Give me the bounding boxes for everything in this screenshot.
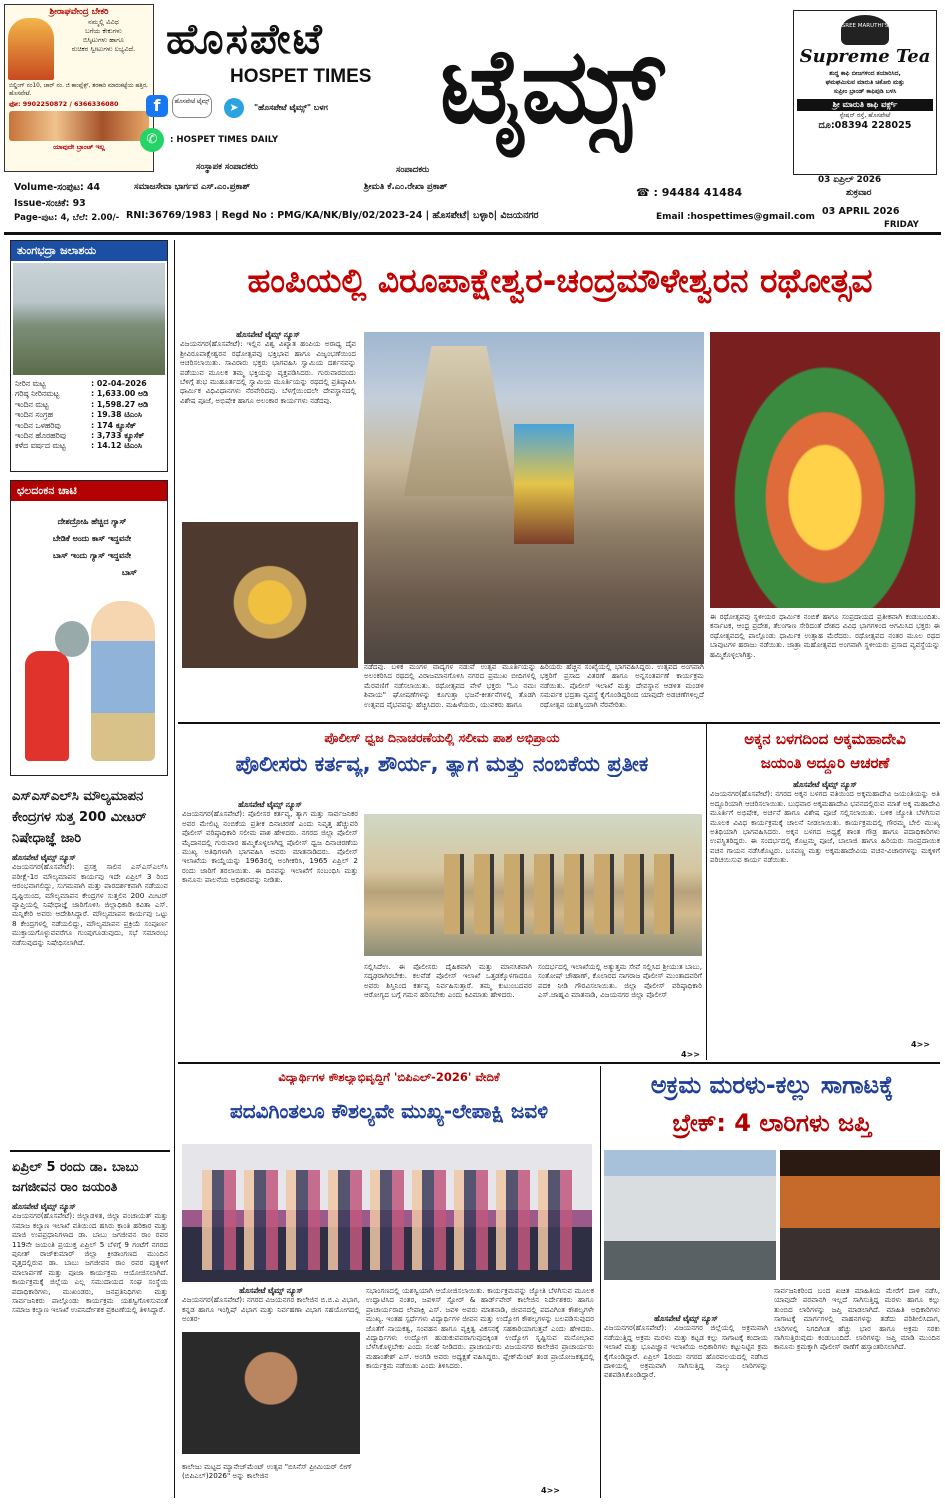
akka-continued[interactable]: 4>> <box>911 1040 930 1049</box>
skill-continued[interactable]: 4>> <box>541 1486 560 1495</box>
divider <box>10 1150 170 1152</box>
police-col3-text: ಸಂದರ್ಭದಲ್ಲಿ ಇಲಾಖೆಯಲ್ಲಿ ಅತ್ಯುತ್ತಮ ಸೇವೆ ಸಲ್ಲಿಸಿದ ಶ್ರೀಯುತ ಬಾಬು, ಸಂತೋಷ್ ಚೌಹಾಣ್, ಕೊಲಾರದ ನಾಗರಾಜ ಪೊಲೀಸ್ ಮುಂತಾದವರಿಗೆ ಪದಕ ನೀಡಿ ಗೌರವಿಸಲಾಯಿತು. ಜಿಲ್ಲಾ ಪೊಲೀಸ್ ವರಿಷ್ಠಾಧಿಕಾರಿ ಎಸ್.ಜಾಹ್ನವಿ ಮಾತನಾಡಿ, ವಿಜಯನಗರ ಜಿಲ್ಲಾ ಪೊಲೀಸ್ <box>538 962 702 1000</box>
tea-brand: Supreme Tea <box>799 46 931 67</box>
ad-bakery-address: ಬಿಲ್ಡಿಂಗ್ ನಂ10, ಚಾರ್ ನಂ. ಜಿ ಕಾಂಪ್ಲೆಕ್ಸ್, ತರಕಾರಿ ಮಾರುಕಟ್ಟೆಯ ಹತ್ತಿರ, ಹೊಸಪೇಟೆ. <box>9 83 148 97</box>
cartoon-gas-cylinder <box>25 651 69 761</box>
ad-bakery-title: ಶ್ರೀರಾಘವೇಂದ್ರ ಬೇಕರಿ <box>49 7 109 17</box>
cartoon-box <box>10 480 168 776</box>
email: Email :hospettimes@gmail.com <box>656 212 815 222</box>
skill-kicker: ವಿದ್ಯಾರ್ಥಿಗಳ ಕೌಶಲ್ಯಾಭಿವೃದ್ಧಿಗೆ 'ಬಿಪಿಎಲ್-2026' ವೇದಿಕೆ <box>278 1070 500 1084</box>
cartoon-line: ಬೇಡಿಕೆ ಅಂದು ಕಾಸ್ ಇದ್ದವನೇ <box>52 534 132 543</box>
dam-label: ನೀರಿನ ಮಟ್ಟ <box>15 379 46 388</box>
facebook-icon[interactable]: f <box>146 95 168 117</box>
ad-bakery-line: ಬಗೆಯ ಕೇಕುಗಳು <box>85 27 122 35</box>
ad-bakery-footer: ಯಾವುದೇ ಬ್ರಾಂಚ್ ಇಲ್ಲ <box>53 143 105 151</box>
lorry-photo-1 <box>604 1150 776 1280</box>
babu-story <box>12 1158 168 1498</box>
babu-headline: ಏಪ್ರಿಲ್ 5 ರಂದು ಡಾ. ಬಾಬು ಜಗಜೀವನ ರಾಂ ಜಯಂತಿ <box>12 1160 139 1195</box>
phone-number: ☎ : 94484 41484 <box>636 186 743 199</box>
dam-heading: ತುಂಗಭದ್ರಾ ಜಲಾಶಯ <box>11 241 167 261</box>
main-col1-text: ವಿಜಯನಗರ(ಹೊಸಪೇಟೆ): ಇಲ್ಲಿನ ವಿಶ್ವ ವಿಖ್ಯಾತ ಹಂಪಿಯ ಅರಾಧ್ಯ ದೈವ ಶ್ರೀವಿರೂಪಾಕ್ಷೇಶ್ವರನ ರಥೋತ್ಸವವು ಭಕ್ತಿಭಾವ ಹಾಗೂ ವಿಜೃಂಭಣೆಯಿಂದ ಆಚರಿಸಲಾಯಿತು. ಸಾವಿರಾರು ಭಕ್ತರು ಭಾಗವಹಿಸಿ ಸ್ವಾಮಿಯ ದರ್ಶನವನ್ನು ಪಡೆಯುವ ಮೂಲಕ ತಮ್ಮ ಭಕ್ತಿಯನ್ನು ವ್ಯಕ್ತಪಡಿಸಿದರು. ಗುರುವಾರದಂದು ಬೆಳಿಗ್ಗೆ ಶುಭ ಮುಹೂರ್ತದಲ್ಲಿ ಸ್ವಾಮಿಯ ಮೂರ್ತಿಯನ್ನು ರಥದಲ್ಲಿ ಪ್ರತಿಷ್ಠಾಪಿಸಿ ಧಾರ್ಮಿಕ ವಿಧಿವಿಧಾನಗಳು ನೆರವೇರಿದವು. ಬೆಳಗ್ಗೆಯಿಂದಲೇ ದೇವಸ್ಥಾನದಲ್ಲಿ ವಿಶೇಷ ಪೂಜೆ, ಅಭಿಷೇಕ ಹಾಗೂ ಅಲಂಕಾರ ಕಾರ್ಯಗಳು ನಡೆದವು. <box>180 339 356 405</box>
students-group-photo <box>182 1144 592 1282</box>
sslc-headline: ಎಸ್ಎಸ್ಎಲ್‌ಸಿ ಮೌಲ್ಯಮಾಪನ ಕೇಂದ್ರಗಳ ಸುತ್ತ 200 ಮೀಟರ್ ನಿಷೇಧಾಜ್ಞೆ ಜಾರಿ <box>12 789 147 846</box>
main-col2-text: ನಡೆದವು. ಬಳಿಕ ಮಂಗಳ ವಾದ್ಯಗಳ ನಡುವೆ ಉತ್ಸವ ಮೂರ್ತಿಯನ್ನು ಅಲಂಕರಿಸಿದ ರಥದಲ್ಲಿ ವಿರಾಜಮಾನಗೊಳಿಸಿ ನಗರದ ಪ್ರಮುಖ ಬೀದಿಗಳಲ್ಲಿ ಮೆರವಣಿಗೆ ನಡೆಸಲಾಯಿತು. ರಥೋತ್ಸವದ ವೇಳೆ ಭಕ್ತರು "ಓಂ ನಮಃ ಶಿವಾಯ" ಘೋಷಣೆಗಳನ್ನು ಕೂಗುತ್ತಾ ಭಜನೆ-ಕೀರ್ತನೆಗಳಲ್ಲಿ ತೊಡಗಿ ಉತ್ಸವದ ವೈಭವವನ್ನು ಹೆಚ್ಚಿಸಿದರು. ಮಹಿಳೆಯರು, ಯುವಕರು ಹಾಗೂ <box>364 662 536 709</box>
akka-headline-1: ಅಕ್ಕನ ಬಳಗದಿಂದ ಅಕ್ಕಮಹಾದೇವಿ <box>744 730 906 748</box>
facebook-page-label[interactable]: ಹೊಸಪೇಟೆ ಟೈಮ್ಸ್ <box>172 94 212 118</box>
telegram-group-label[interactable]: "ಹೊಸಪೇಟೆ ಟೈಮ್ಸ್" ಬಳಗ <box>254 103 328 112</box>
sslc-byline: ಹೊಸಪೇಟೆ ಟೈಮ್ಸ್ ನ್ಯೂಸ್ <box>12 853 76 862</box>
ad-bakery-line: ರುಚಿಕರ ಸ್ವೀಟುಗಳು ಲಭ್ಯವಿದೆ. <box>71 45 136 53</box>
sslc-story <box>12 786 168 1148</box>
dam-value: : 1,633.00 ಅಡಿ <box>91 389 149 399</box>
dam-value: : 14.12 ಟಿಎಂಸಿ <box>91 441 142 451</box>
volume: Volume-ಸಂಪುಟ: 44 <box>14 182 101 193</box>
dam-label: ಗರಿಷ್ಠ ನೀರಿನಮಟ್ಟ <box>15 389 60 399</box>
cartoon-heading: ಛಲದಂಕನ ಚಾಟಿ <box>11 481 167 501</box>
title-big: ಟೈಮ್ಸ್ <box>440 24 662 147</box>
main-col4-text: ಈ ರಥೋತ್ಸವವು ಸ್ಥಳೀಯರ ಧಾರ್ಮಿಕ ನಂಬಿಕೆ ಹಾಗೂ ಸಂಪ್ರದಾಯದ ಪ್ರತೀಕವಾಗಿ ಕಂಡುಬಂದಿತು. ಕರ್ನಾಟಕ, ಆಂಧ್ರ ಪ್ರದೇಶ, ತೆಲಂಗಾಣ ಸೇರಿದಂತೆ ದೇಶದ ವಿವಿಧ ಭಾಗಗಳಿಂದ ಆಗಮಿಸಿದ ಭಕ್ತರು ಈ ರಥೋತ್ಸವದಲ್ಲಿ ಪಾಲ್ಗೊಂಡು ಧಾರ್ಮಿಕ ಉತ್ಸಾಹ ಮೆರೆದರು. ರಥೋತ್ಸವದ ನಂತರ ಮೂಲ ರಥದ ಬಾವುಟಗಳ ಹರಾಜು ನಡೆಯಿತು. ಜಾತ್ರಾ ಮಹೋತ್ಸವದ ಅಂಗವಾಗಿ ಸ್ಥಳೀಯರು ಪ್ರಸಾದ ವ್ಯವಸ್ಥೆಯನ್ನು ಹಮ್ಮಿಕೊಳ್ಳಲಾಗಿತ್ತು. <box>710 612 940 659</box>
tea-line: ಸುಪ್ರೀಂ ಬ್ರಾಂಡ್ ಕಾಫಿಪುಡಿ ಬಳಸಿ <box>833 88 897 95</box>
whatsapp-icon[interactable]: ✆ <box>140 128 164 152</box>
students-row <box>202 1170 572 1270</box>
founder-label: ಸಂಸ್ಥಾಪಕ ಸಂಪಾದಕರು <box>196 162 259 172</box>
day-kannada: ಶುಕ್ರವಾರ <box>846 188 872 198</box>
dam-value: : 19.38 ಟಿಎಂಸಿ <box>91 410 142 420</box>
ad-bakery-deity-image <box>8 18 54 80</box>
babu-byline: ಹೊಸಪೇಟೆ ಟೈಮ್ಸ್ ನ್ಯೂಸ್ <box>12 1202 76 1211</box>
temple-tower <box>404 346 514 496</box>
telegram-icon[interactable]: ➤ <box>224 98 244 118</box>
police-byline: ಹೊಸಪೇಟೆ ಟೈಮ್ಸ್ ನ್ಯೂಸ್ <box>238 800 302 809</box>
dam-value: : 1,598.27 ಅಡಿ <box>91 399 149 409</box>
akka-body: ವಿಜಯನಗರ(ಹೊಸಪೇಟೆ): ನಗರದ ಅಕ್ಕನ ಬಳಗದ ವತಿಯಿಂದ ಅಕ್ಕಮಹಾದೇವಿ ಜಯಂತಿಯನ್ನು ಅತಿ ಅದ್ದೂರಿಯಾಗಿ ಆಚರಿಸಲಾಯಿತು. ಬುಧವಾರ ಅಕ್ಕಮಹಾದೇವಿ ಭವನದಲ್ಲಿರುವ ಮಾತೆ ಅಕ್ಕ ಮಹಾದೇವಿ ಮೂರ್ತಿಗೆ ಅಭಿಷೇಕ, ಅರ್ಚನೆ ಹಾಗೂ ವಿಶೇಷ ಪೂಜೆ ಸಲ್ಲಿಸಲಾಯಿತು. ಬಳಿಕ ಜ್ಯೋತಿ ಬೆಳಗಿಸುವ ಮೂಲಕ ವಿವಿಧ ಕಾರ್ಯಕ್ರಮಕ್ಕೆ ಚಾಲನೆ ನೀಡಲಾಯಿತು. ಕಾರ್ಯಕ್ರಮದಲ್ಲಿ ಗೌರಮ್ಮ ಬೇಲಿ ಮುಖ್ಯ ಅತಿಥಿಯಾಗಿ ಭಾಗವಹಿಸಿದರು. ಅಕ್ಕನ ಬಳಗದ ಅಧ್ಯಕ್ಷೆ ಶಾಂತ ಗೌಡ್ರ ಹಾಗೂ ಪದಾಧಿಕಾರಿಗಳು ಉಪಸ್ಥಿತರಿದ್ದರು. ಈ ಸಂದರ್ಭದಲ್ಲಿ ಕೊಟ್ರಮ್ಮ ಪೂಜೆ, ಬಾಲಾಜಿ ಹಾಗೂ ಹಿರಿಯರು ಸಾಂಪ್ರದಾಯಿಕ ವಚನ ಗಾಯನ ನಡೆಸಿಕೊಟ್ಟರು. ಬಸವಣ್ಣ ಮತ್ತು ಅಕ್ಕಮಹಾದೇವಿಯ ವಚನ-ವಿಚಾರಗಳನ್ನು ಮಕ್ಕಳಿಗೆ ಪರಿಚಯಿಸುವ ಕಾರ್ಯ ನಡೆಯಿತು. <box>710 789 940 865</box>
dam-box <box>10 240 168 472</box>
ad-bakery-phone: ಫೋ: 9902250872 / 6366336080 <box>9 100 119 108</box>
ad-bakery-products-image <box>9 111 149 141</box>
column-rule <box>600 1066 601 1498</box>
tea-shop: ಶ್ರೀ ಮಾರುತಿ ಕಾಫಿ ವರ್ಕ್ಸ್ <box>797 99 933 111</box>
ad-bakery <box>4 4 154 172</box>
divider <box>178 1062 940 1064</box>
cartoon-line: ಬಾಸ್ ಇಂದು ಗ್ಯಾಸ್ ಇದ್ದವನೇ <box>52 551 132 560</box>
whatsapp-label[interactable]: : HOSPET TIMES DAILY <box>170 135 279 145</box>
akka-byline: ಹೊಸಪೇಟೆ ಟೈಮ್ಸ್ ನ್ಯೂಸ್ <box>793 780 857 789</box>
speaker-caption: ಕಾಲೇಜು ಮಟ್ಟದ ಮ್ಯಾನೇಜ್‌ಮೆಂಟ್ ಉತ್ಸವ "ಬಿಸಿನೆಸ್ ಪ್ರೀಮಿಯರ್ ಲೀಗ್ (ಬಿಪಿಎಲ್)2026" ಅನ್ನು ಕಾಲೇಜಿನ <box>182 1462 353 1481</box>
shrine-photo-2 <box>710 332 940 608</box>
editor-label: ಸಂಪಾದಕರು <box>396 165 430 175</box>
cartoon-character <box>91 601 155 761</box>
title-kannada: ಹೊಸಪೇಟೆ <box>166 14 324 63</box>
lorry-photo-2 <box>780 1150 940 1280</box>
akka-story <box>710 780 940 1052</box>
masthead-rule <box>4 232 941 235</box>
skill-headline: ಪದವಿಗಿಂತಲೂ ಕೌಶಲ್ಯವೇ ಮುಖ್ಯ-ಲೇಪಾಕ್ಷಿ ಜವಳಿ <box>229 1099 549 1123</box>
police-kicker: ಪೊಲೀಸ್ ಧ್ವಜ ದಿನಾಚರಣೆಯಲ್ಲಿ ಸಲೀಮ ಪಾಶ ಅಭಿಪ್ರಾಯ <box>324 730 560 745</box>
dam-value: : 174 ಕ್ಯೂಸೆಕ್ <box>91 420 136 430</box>
sslc-body: ವಿಜಯನಗರ(ಹೊಸಪೇಟೆ): ಪ್ರಸಕ್ತ ಸಾಲಿನ ಎಸ್ಎಸ್ಎಲ್‌ಸಿ ಪರೀಕ್ಷೆ-1ರ ಮೌಲ್ಯಮಾಪನ ಕಾರ್ಯವು ಇದೇ ಏಪ್ರಿಲ್ 3 ರಿಂದ ಆರಂಭವಾಗಲಿದ್ದು, ಸುಗಮವಾಗಿ ಮತ್ತು ಪಾರದರ್ಶಕವಾಗಿ ನಡೆಯುವ ದೃಷ್ಟಿಯಿಂದ, ಮೌಲ್ಯಮಾಪನ ಕೇಂದ್ರಗಳ ಸುತ್ತಲಿನ 200 ಮೀಟರ್ ವ್ಯಾಪ್ತಿಯಲ್ಲಿ ನಿಷೇಧಾಜ್ಞೆ ಜಾರಿಗೊಳಿಸಿ ಜಿಲ್ಲಾಧಿಕಾರಿ ಕವಿತಾ ಎಸ್. ಮನ್ನಿಕೇರಿ ಅವರು ಆದೇಶಿಸಿದ್ದಾರೆ. ಮೌಲ್ಯಮಾಪನ ಕಾರ್ಯವು ಒಟ್ಟು 8 ಕೇಂದ್ರಗಳಲ್ಲಿ ನಡೆಯಲಿದ್ದು, ಮೌಲ್ಯಮಾಪನ ಪ್ರಕ್ರಿಯೆ ಸಂಪೂರ್ಣ ಮುಕ್ತಾಯಗೊಳ್ಳುವವರೆಗೂ ಗುಂಪುಗೂಡುವುದು, ಸಭೆ ಸಮಾರಂಭ ನಡೆಸುವುದನ್ನು ನಿಷೇಧಿಸಲಾಗಿದೆ. <box>12 862 168 947</box>
dam-label: ಇಂದಿನ ಹೊರಹರಿವು <box>15 431 67 441</box>
title-english: HOSPET TIMES <box>230 66 372 87</box>
ad-tea <box>793 10 937 175</box>
day-english: FRIDAY <box>884 220 919 230</box>
tea-phone: ದೂ:08394 228025 <box>818 120 912 131</box>
cartoon-caption <box>27 513 157 581</box>
divider <box>178 722 940 724</box>
tea-address: ಸ್ಟೇಷನ್ ರಸ್ತೆ, ಹೊಸಪೇಟೆ <box>839 112 891 119</box>
main-col3-text: ಹಿರಿಯರು ಹೆಚ್ಚಿನ ಸಂಖ್ಯೆಯಲ್ಲಿ ಭಾಗವಹಿಸಿದ್ದರು. ಉತ್ಸವದ ಅಂಗವಾಗಿ ಭಕ್ತರಿಗೆ ಪ್ರಸಾದ ವಿತರಣೆ ಹಾಗೂ ಅನ್ನಸಂತರ್ಪಣೆ ಕಾರ್ಯಕ್ರಮ ನಡೆಯಿತು. ಪೊಲೀಸ್ ಇಲಾಖೆ ಮತ್ತು ದೇವಸ್ಥಾನ ಆಡಳಿತ ಮಂಡಳಿ ಸಮರ್ಪಕ ಭದ್ರತಾ ವ್ಯವಸ್ಥೆ ಕೈಗೊಂಡಿದ್ದರಿಂದ ಯಾವುದೇ ಅಡಚಣೆಗಳಿಲ್ಲದೆ ರಥೋತ್ಸವ ಯಶಸ್ವಿಯಾಗಿ ನೆರವೇರಿತು. <box>540 662 704 709</box>
cartoon-line: ದೇಶದ್ರೋಹಿ ಹೆಚ್ಚಿದ ಗ್ಯಾಸ್ <box>57 517 127 526</box>
police-col2-text: ಸಲ್ಲಿಸಿದೆಉ. ಈ ಪೊಲೀಸರು ದೈಹಿಕವಾಗಿ ಮತ್ತು ಮಾನಸಿಕವಾಗಿ ಸದೃಢರಾಗಿರಬೇಕು. ಕಲವೆಡೆ ಪೊಲೀಸ್ ಇಲಾಖೆ ಒತ್ತಡಕ್ಕೊಳಗಾದರೂ ಅವರು ಶಿಸ್ತಿನಿಂದ ಕರ್ತವ್ಯ ನಿರ್ವಹಿಸುತ್ತಾರೆ. ತಮ್ಮ ಕುಟುಂಬದವರ ಆರೋಗ್ಯದ ಬಗ್ಗೆ ಗಮನ ಹರಿಸಬೇಕು ಎಂದು ಕಿವಿಮಾತು ಹೇಳಿದರು. <box>364 962 532 1000</box>
founder-name: ಸಮಾಜಸೇವಾ ಭಾರ್ಗವ ಎಸ್.ಎಂ.ಪ್ರಕಾಶ್ <box>134 182 250 192</box>
pages-price: Page-ಪುಟ: 4, ಬೆಲೆ: 2.00/- <box>14 213 120 223</box>
cartoon-stove <box>55 621 89 657</box>
truck-headline-1: ಅಕ್ರಮ ಮರಳು-ಕಲ್ಲು ಸಾಗಾಟಕ್ಕೆ <box>650 1071 894 1099</box>
main-story-col1 <box>180 330 356 520</box>
dam-label: ಕಳೆದ ವರ್ಷದ ಮಟ್ಟ <box>15 441 66 451</box>
dam-value: : 02-04-2026 <box>91 379 147 388</box>
registration-line: RNI:36769/1983 | Regd No : PMG/KA/NK/Bly/02/2023-24 | ಹೊಸಪೇಟೆ| ಬಳ್ಳಾರಿ| ವಿಜಯನಗರ <box>126 210 539 221</box>
police-col1-text: ವಿಜಯನಗರ(ಹೊಸಪೇಟೆ): ಪೊಲೀಸರ ಕರ್ತವ್ಯ, ತ್ಯಾಗ ಮತ್ತು ಸಾರ್ವಜನಿಕರ ಅವರ ಮೇಲಿಟ್ಟ ನಂಬಿಕೆಯ ಪ್ರತೀಕ ದಿನಾಚರಣೆ ಎಂದು ನಿವೃತ್ತ ಹೆಚ್ಚುವರಿ ಪೊಲೀಸ್ ವರಿಷ್ಠಾಧಿಕಾರಿ ಸಲೀಮ ಪಾಶ ಹೇಳಿದರು. ನಗರದ ಜಿಲ್ಲಾ ಪೊಲೀಸ್ ಮೈದಾನದಲ್ಲಿ ಗುರುವಾರ ಹಮ್ಮಿಕೊಳ್ಳಲಾಗಿದ್ದ ಪೊಲೀಸ್ ಧ್ವಜ ದಿನಾಚರಣೆಯ ಮುಖ್ಯ ಅತಿಥಿಗಳಾಗಿ ಭಾಗವಹಿಸಿ ಅವರು ಮಾತನಾಡಿದರು. ಪೊಲೀಸ್ ಇಲಾಖೆಯ ಕಾಯ್ದೆಯನ್ನು 1963ರಲ್ಲಿ ಅಂಗೀಕರಿಸಿ, 1965 ಏಪ್ರಿಲ್ 2 ರಂದು ಜಾರಿಗೆ ತರಲಾಯಿತು. ಈ ದಿನವನ್ನು ಇಲಾಖೆಗೆ ಸಂಬಂಧಿಸಿ ಮತ್ತು ಕಾನೂನು ಪಾಲನೆಯ ಅಧಿಕಾರವನ್ನು ನೀಡಿತು. <box>182 809 358 885</box>
skill-col2-text: ಸಭಾಂಗಣದಲ್ಲಿ ಯಶಸ್ವಿಯಾಗಿ ಆಯೋಜಿಸಲಾಯಿತು. ಕಾರ್ಯಕ್ರಮವನ್ನು ಜ್ಯೋತಿ ಬೆಳಗಿಸುವ ಮೂಲಕ ಉದ್ಘಾಟಿಸಿದ ನಂತರ, ಜವಳಿಸ್ ಸ್ಟೋರ್ & ಹಾರ್ಡ್‌ವೇರ್ ಕಾಲೇಜಿನ ನಿರ್ದೇಶಕರು ಹಾಗೂ ಪ್ರಾಚಾರ್ಯರಾದ ಲೇಪಾಕ್ಷಿ ಎಸ್. ಜವಳಿ ಅವರು ಮಾತನಾಡಿ, ಜೀವನದಲ್ಲಿ ಪದವಿಗಿಂತ ಕೌಶಲ್ಯಗಳೇ ಮುಖ್ಯ. ಇಂತಹ ಸ್ಪರ್ಧೆಗಳು ವಿದ್ಯಾರ್ಥಿಗಳ ಜೀವನ ಮತ್ತು ಉದ್ಯೋಗ ಕೌಶಲ್ಯಗಳನ್ನು ಬಲಪಡಿಸುವುದರ ಜೊತೆಗೆ ನಾಯಕತ್ವ, ಸಂವಹನ ಹಾಗೂ ವ್ಯಕ್ತಿತ್ವ ವಿಕಸನಕ್ಕೆ ಸಹಕಾರಿಯಾಗುತ್ತವೆ ಎಂದು ಹೇಳಿದರು. ವಿದ್ಯಾರ್ಥಿಗಳು ಉದ್ಯೋಗ ಹುಡುಕುವವರಾಗುವುದಕ್ಕಿಂತ ಉದ್ಯೋಗ ಸೃಷ್ಟಿಸುವ ಮನೋಭಾವ ಬೆಳೆಸಿಕೊಳ್ಳಬೇಕು ಎಂದು ಸಲಹೆ ನೀಡಿದರು. ಪ್ರಾಚಾರ್ಯರು ವಿಜಯನಗರ ಕಾಲೇಜಿನ ಪ್ರಾಚಾರ್ಯರು ಮಹಾಂತೇಶ್ ಎಸ್. ಅಂಗಡಿ ಅವರು ಅಧ್ಯಕ್ಷತೆ ವಹಿಸಿದ್ದರು. ಫ್ಲೇಕ್‌ಮೆಂಟ್ ತಂಡ ಪ್ರಾಯೋಜಕತ್ವದಲ್ಲಿ ಕಾರ್ಯಕ್ರಮ ನಡೆಯಿತು ಎಂದು ತಿಳಿಸಿದರು. <box>366 1286 594 1371</box>
truck-col1 <box>604 1286 768 1496</box>
skill-byline: ಹೊಸಪೇಟೆ ಟೈಮ್ಸ್ ನ್ಯೂಸ್ <box>239 1286 303 1295</box>
truck-headline-2: ಬ್ರೇಕ್: 4 ಲಾರಿಗಳು ಜಪ್ತಿ <box>672 1109 872 1137</box>
issue: Issue-ಸಂಚಿಕೆ: 93 <box>14 198 86 209</box>
main-headline: ಹಂಪಿಯಲ್ಲಿ ವಿರೂಪಾಕ್ಷೇಶ್ವರ-ಚಂದ್ರಮೌಳೇಶ್ವರನ ರಥೋತ್ಸವ <box>247 261 873 300</box>
shrine-photo-1 <box>182 522 358 668</box>
babu-body: ವಿಜಯನಗರ(ಹೊಸಪೇಟೆ): ಜಿಲ್ಲಾಡಳಿತ, ಜಿಲ್ಲಾ ಪಂಚಾಯತ್ ಮತ್ತು ಸಮಾಜ ಕಲ್ಯಾಣ ಇಲಾಖೆ ವತಿಯಿಂದ ಹಸಿರು ಕ್ರಾಂತಿ ಹರಿಕಾರ ಮತ್ತು ಮಾಜಿ ಉಪಪ್ರಧಾನಿಗಳಾದ ಡಾ. ಬಾಬು ಜಗಜೀವನ ರಾಂ ರವರ 119ನೇ ಜಯಂತಿ ಪ್ರಯುಕ್ತ ಏಪ್ರಿಲ್ 5 ಬೆಳಗ್ಗೆ 9 ಗಂಟೆಗೆ ನಗರದ ಪುನೀತ್ ರಾಜ್‌ಕುಮಾರ್ ಜಿಲ್ಲಾ ಕ್ರೀಡಾಂಗಣದ ಮುಂದಿನ ವೃತ್ತದಲ್ಲಿರುವ ಡಾ. ಬಾಬು ಜಗಜೀವನ ರಾಂ ರವರ ಪುತ್ಥಳಿಗೆ ಮಾಲಾರ್ಪಣೆ ಮತ್ತು ಪೂಜಾ ಕಾರ್ಯಕ್ರಮ ಆಯೋಜಿಸಲಾಗಿದೆ. ಕಾರ್ಯಕ್ರಮಕ್ಕೆ ಜಿಲ್ಲೆಯ ಎಲ್ಲ ಸಮುದಾಯದ ಸಂಘ ಸಂಸ್ಥೆಯ ಪದಾಧಿಕಾರಿಗಳು, ಮುಖಂಡರು, ಜನಪ್ರತಿನಿಧಿಗಳು ಮತ್ತು ಸಾರ್ವಜನಿಕರು ಪಾಲ್ಗೊಂಡು ಕಾರ್ಯಕ್ರಮ ಯಶಸ್ವಿಗೊಳಿಸುವಂತೆ ಸಮಾಜ ಕಲ್ಯಾಣ ಇಲಾಖೆ ಉಪನಿರ್ದೇಶಕ ಪ್ರಕಟಣೆಯಲ್ಲಿ ತಿಳಿಸಿದ್ದಾರೆ. <box>12 1211 168 1315</box>
police-col1 <box>182 800 358 1056</box>
date-english: 03 APRIL 2026 <box>822 206 900 217</box>
dam-label: ಇಂದಿನ ಒಳಹರಿವು <box>15 420 61 430</box>
truck-byline: ಹೊಸಪೇಟೆ ಟೈಮ್ಸ್ ನ್ಯೂಸ್ <box>654 1314 718 1323</box>
ad-bakery-line: ನಮ್ಮಲ್ಲಿ ವಿವಿಧ <box>88 18 119 26</box>
tea-logo: SREE MARUTHI'S <box>841 15 889 45</box>
police-continued[interactable]: 4>> <box>681 1050 700 1059</box>
ad-bakery-line: ಬಿಸ್ಕಿಟುಗಳು ಹಾಗೂ <box>83 36 124 44</box>
police-parade-photo <box>364 814 702 956</box>
dam-value: : 3,733 ಕ್ಯೂಸೆಕ್ <box>91 431 145 441</box>
akka-headline-2: ಜಯಂತಿ ಅದ್ದೂರಿ ಆಚರಣೆ <box>760 754 890 772</box>
dam-label: ಇಂದಿನ ಮಟ್ಟ <box>15 399 49 409</box>
skill-col1-text: ವಿಜಯನಗರ(ಹೊಸಪೇಟೆ): ನಗರದ ವಿಜಯನಗರ ಕಾಲೇಜಿನ ಬಿ.ಬಿ.ಎ ವಿಭಾಗ, ಕನ್ನಡ ಹಾಗೂ ಇಂಗ್ಲಿಷ್ ವಿಭಾಗ ಮತ್ತು ನಿರ್ವಹಣಾ ವಿಭಾಗ ಸಹಯೋಗದಲ್ಲಿ ಅಂತರ- <box>182 1295 360 1324</box>
marching-police <box>444 854 674 934</box>
chariot <box>514 424 574 544</box>
skill-col1 <box>182 1286 360 1330</box>
editor-name: ಶ್ರೀಮತಿ ಕೆ.ಎಂ.ರೇಖಾ ಪ್ರಕಾಶ್ <box>364 182 448 192</box>
main-byline: ಹೊಸಪೇಟೆ ಟೈಮ್ಸ್ ನ್ಯೂಸ್ <box>236 330 300 339</box>
dam-photo <box>13 263 165 375</box>
dam-label: ಇಂದಿನ ಸಂಗ್ರಹ <box>15 410 53 420</box>
temple-tower-photo <box>364 332 704 664</box>
truck-col2-text: ಸಾರ್ವಜನಿಕರಿಂದ ಬಂದ ಖಚಿತ ಮಾಹಿತಿಯ ಮೇರೆಗೆ ದಾಳಿ ನಡೆಸಿ, ಯಾವುದೇ ಪರವಾನಗಿ ಇಲ್ಲದೆ ಸಾಗಿಸುತ್ತಿದ್ದ ಮರಳು ಹಾಗೂ ಕಲ್ಲು ತುಂಬಿದ ಲಾರಿಗಳನ್ನು ಜಪ್ತಿ ಮಾಡಲಾಗಿದೆ. ಮಾಹಿತಿ ಅಧಿಕಾರಿಗಳು ಸಾಗಾಟಕ್ಕೆ ಮಾರ್ಗಗಳಲ್ಲಿ ವಾಹನಗಳನ್ನು ತಡೆದು ಪರಿಶೀಲಿಸಿದಾಗ, ಲಾರಿಗಳಲ್ಲಿ ನಿಗದಿಗಿಂತ ಹೆಚ್ಚು ಭಾರ ಹಾಗೂ ಅಕ್ರಮ ಸರಕು ಸಾಗಿಸುತ್ತಿರುವುದು ಕಂಡುಬಂದಿದೆ. ಲಾರಿಗಳನ್ನು ಜಪ್ತಿ ಮಾಡಿ ಮುಂದಿನ ಕಾನೂನು ಕ್ರಮಕ್ಕಾಗಿ ಪೊಲೀಸ್ ಠಾಣೆಗೆ ಹಸ್ತಾಂತರಿಸಲಾಗಿದೆ. <box>774 1286 940 1352</box>
truck-col1-text: ವಿಜಯನಗರ(ಹೊಸಪೇಟೆ): ವಿಜಯನಗರ ಜಿಲ್ಲೆಯಲ್ಲಿ ಅಕ್ರಮವಾಗಿ ನಡೆಯುತ್ತಿದ್ದ ಅಕ್ರಮ ಮರಳು ಮತ್ತು ಕಟ್ಟಡ ಕಲ್ಲು ಸಾಗಾಟಕ್ಕೆ ಕಂದಾಯ ಇಲಾಖೆ ಮತ್ತು ಭೂವಿಜ್ಞಾನ ಇಲಾಖೆಯ ಅಧಿಕಾರಿಗಳು ಕಟ್ಟುನಿಟ್ಟಿನ ಕ್ರಮ ಕೈಗೊಂಡಿದ್ದಾರೆ. ಏಪ್ರಿಲ್ 1ರಂದು ನಗರದ ಹೊರವಲಯದಲ್ಲಿ ನಡೆಸಿದ ದಾಳಿಯಲ್ಲಿ ಅಕ್ರಮವಾಗಿ ಸಾಗಿಸುತ್ತಿದ್ದ ನಾಲ್ಕು ಲಾರಿಗಳನ್ನು ವಶಪಡಿಸಿಕೊಂಡಿದ್ದಾರೆ. <box>604 1323 768 1380</box>
column-rule <box>706 724 707 1060</box>
column-rule <box>174 240 175 1498</box>
cartoon-line: ಬಾಸ್ <box>121 568 137 577</box>
tea-line: ಘಮಘಮಿಸುವ ಮಾರುತಿ ಚಿಕೋರಿ ಮತ್ತು <box>825 79 905 86</box>
speaker-photo <box>182 1332 360 1454</box>
tea-line: ಶುದ್ಧ ಕಾಫಿ ಬೀಜಗಳಿಂದ ತಯಾರಿಸಿದ, <box>829 70 901 77</box>
date-kannada: 03 ಏಪ್ರಿಲ್ 2026 <box>818 175 882 185</box>
police-headline: ಪೊಲೀಸರು ಕರ್ತವ್ಯ, ಶೌರ್ಯ, ತ್ಯಾಗ ಮತ್ತು ನಂಬಿಕೆಯ ಪ್ರತೀಕ <box>235 752 649 776</box>
